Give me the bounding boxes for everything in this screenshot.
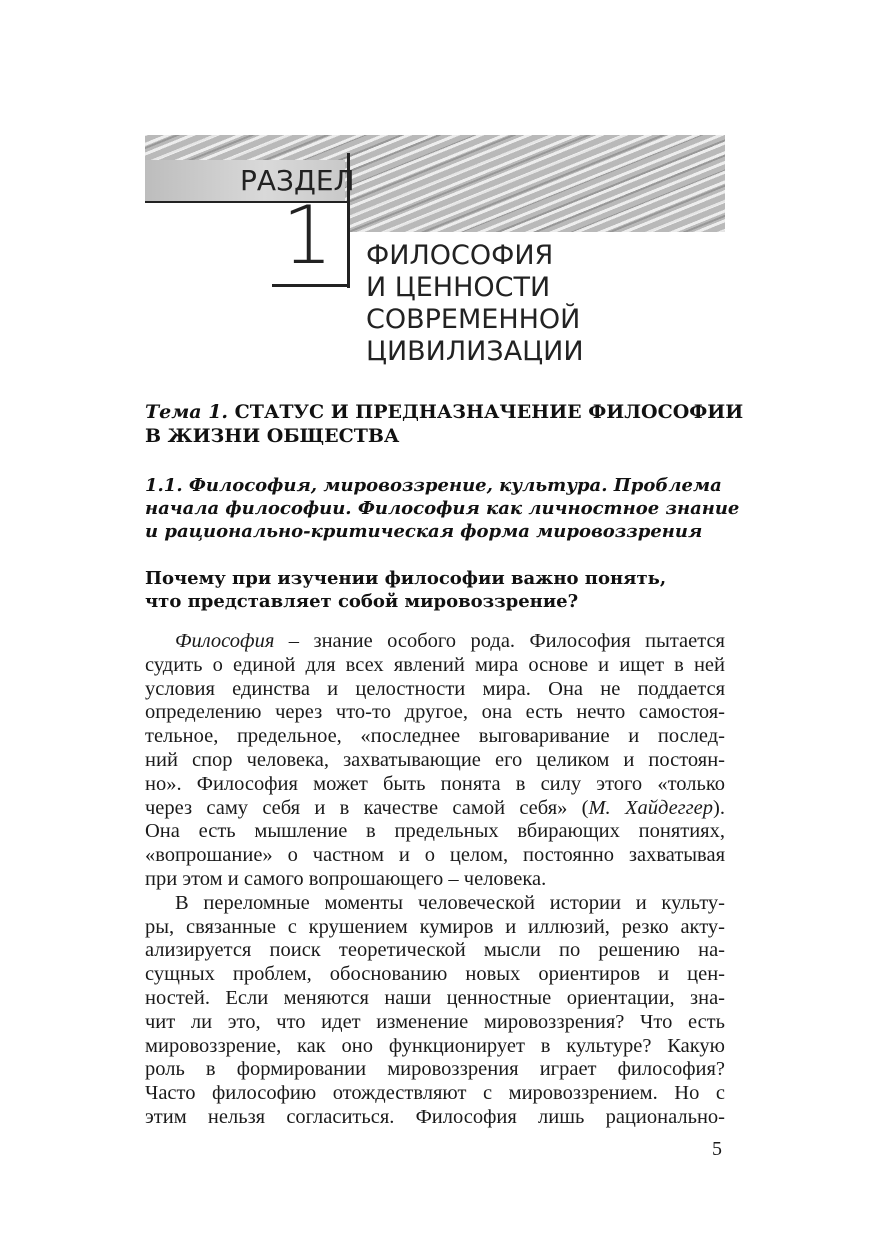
paragraph-line: сущных проблем, обоснованию новых ориентиров и цен-: [145, 963, 725, 986]
author-emphasis: М. Хайдеггер: [588, 796, 714, 819]
section-number-rule: [272, 284, 349, 287]
question-line: Почему при изучении философии важно понять,: [145, 568, 667, 589]
paragraph-line: Часто философию отождествляют с мировоззрением. Но с: [145, 1082, 725, 1105]
paragraph-line: ры, связанные с крушением кумиров и иллюзий, резко акту-: [145, 915, 725, 938]
subsection-heading: [145, 474, 740, 543]
paragraph-line: Она есть мышление в предельных вбирающих понятиях,: [145, 820, 725, 843]
topic-prefix: Тема 1.: [145, 401, 229, 423]
section-title-line: ЦИВИЛИЗАЦИИ: [366, 336, 584, 367]
section-title-line: ФИЛОСОФИЯ: [366, 240, 554, 271]
paragraph-line: но». Философия может быть понята в силу этого «только: [145, 772, 725, 795]
section-label: РАЗДЕЛ: [240, 164, 355, 197]
paragraph-line: Философия – знание особого рода. Философия пытается: [175, 630, 725, 652]
paragraph-line: ний спор человека, захватывающие его целиком и постоян-: [145, 748, 725, 771]
page-number: 5: [712, 1138, 722, 1160]
paragraph-line: ностей. Если меняются наши ценностные ориентации, зна-: [145, 986, 725, 1009]
paragraph-line: роль в формировании мировоззрения играет философия?: [145, 1058, 725, 1081]
paragraph-line: через саму себя и в качестве самой себя» (М. Хайдеггер).: [145, 796, 725, 819]
paragraph-line: ализируется поиск теоретической мысли по решению на-: [145, 939, 725, 962]
paragraph-line: условия единства и целостности мира. Она не поддается: [145, 677, 725, 700]
paragraph-line: этим нельзя согласиться. Философия лишь рационально-: [145, 1105, 725, 1128]
paragraph-line: «вопрошание» о частном и о целом, постоянно захватывая: [145, 844, 725, 867]
topic-heading: [145, 400, 744, 448]
paragraph-line: мировоззрение, как оно функционирует в культуре? Какую: [145, 1034, 725, 1057]
paragraph-line: судить о единой для всех явлений мира основе и ищет в ней: [145, 653, 725, 676]
subsection-line: и рационально-критическая форма мировоззрения: [145, 521, 703, 542]
section-title-line: СОВРЕМЕННОЙ: [366, 304, 581, 335]
paragraph-line: В переломные моменты человеческой истории и культу-: [175, 891, 725, 914]
body-text: [145, 630, 725, 1130]
question-heading: [145, 567, 735, 613]
topic-title-line: В ЖИЗНИ ОБЩЕСТВА: [145, 425, 400, 447]
paragraph-line: чит ли это, что идет изменение мировоззрения? Что есть: [145, 1010, 725, 1033]
section-number: 1: [282, 189, 333, 282]
paragraph-line: при этом и самого вопрошающего – человека.: [145, 867, 547, 890]
term-emphasis: Философия: [175, 630, 275, 652]
subsection-line: 1.1. Философия, мировоззрение, культура. Проблема: [145, 475, 722, 496]
section-title-line: И ЦЕННОСТИ: [366, 272, 551, 303]
topic-title-line: СТАТУС И ПРЕДНАЗНАЧЕНИЕ ФИЛОСОФИИ: [228, 401, 744, 423]
paragraph-line: определению через что-то другое, она есть нечто самостоя-: [145, 701, 725, 724]
paragraph-line: тельное, предельное, «последнее выговаривание и послед-: [145, 725, 725, 748]
subsection-line: начала философии. Философия как личностное знание: [145, 498, 740, 519]
section-title: [366, 240, 716, 368]
question-line: что представляет собой мировоззрение?: [145, 591, 579, 612]
